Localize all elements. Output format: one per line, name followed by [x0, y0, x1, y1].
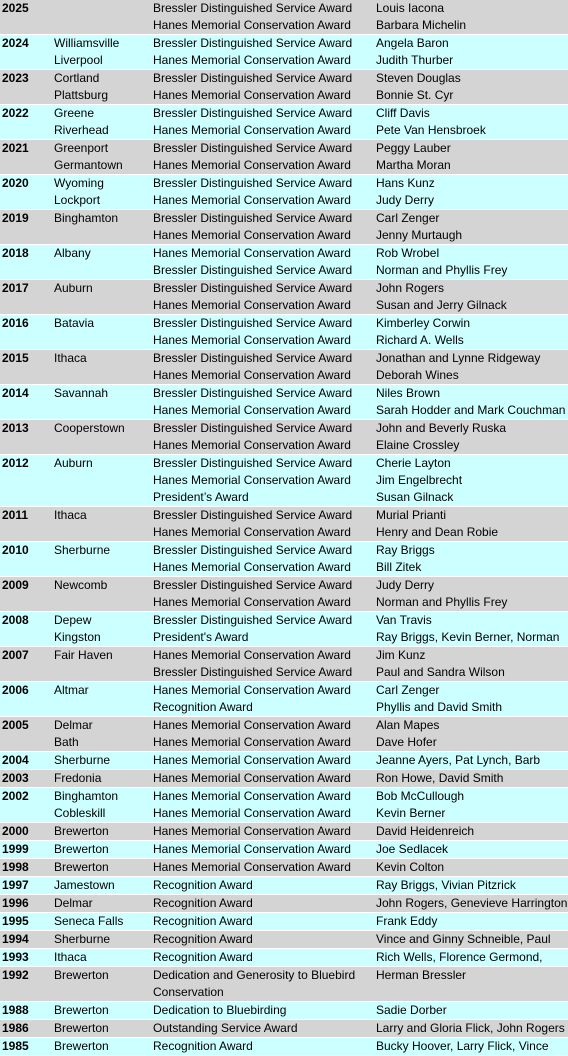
table-row [0, 805, 568, 822]
recipient-cell: Kevin Berner [376, 806, 446, 820]
table-row [0, 895, 568, 912]
recipient-cell: Jenny Murtaugh [376, 228, 463, 242]
year-group-2005 [0, 717, 568, 752]
year-cell: 1999 [2, 842, 29, 856]
year-cell: 2010 [2, 543, 29, 557]
year-cell: 1998 [2, 860, 29, 874]
location-cell: Jamestown [54, 878, 115, 892]
recipient-cell: Phyllis and David Smith [376, 700, 503, 714]
table-row [0, 559, 568, 576]
year-cell: 1994 [2, 932, 29, 946]
location-cell: Seneca Falls [54, 914, 124, 928]
table-row [0, 175, 568, 192]
location-cell: Sherburne [54, 753, 111, 767]
recipient-cell: David Heidenreich [376, 824, 475, 838]
table-row [0, 967, 568, 984]
location-cell: Fredonia [54, 771, 102, 785]
award-cell: Hanes Memorial Conservation Award [153, 193, 351, 207]
recipient-cell: Norman and Phyllis Frey [376, 263, 508, 277]
location-cell: Auburn [54, 456, 93, 470]
award-cell: Hanes Memorial Conservation Award [153, 683, 351, 697]
location-cell: Binghamton [54, 789, 119, 803]
award-cell: Bressler Distinguished Service Award [153, 613, 353, 627]
table-row [0, 262, 568, 279]
recipient-cell: Jonathan and Lynne Ridgeway [376, 351, 541, 365]
recipient-cell: John and Beverly Ruska [376, 421, 507, 435]
year-group-2012 [0, 455, 568, 507]
award-cell: Hanes Memorial Conservation Award [153, 735, 351, 749]
recipient-cell: Angela Baron [376, 36, 449, 50]
table-row [0, 245, 568, 262]
table-row [0, 87, 568, 104]
year-cell: 2006 [2, 683, 29, 697]
recipient-cell: Judy Derry [376, 193, 435, 207]
year-group-2011 [0, 507, 568, 542]
table-row [0, 984, 568, 1001]
recipient-cell: Herman Bressler [376, 968, 467, 982]
year-group-1998 [0, 859, 568, 877]
year-group-2010 [0, 542, 568, 577]
table-row [0, 472, 568, 489]
location-cell: Kingston [54, 630, 101, 644]
recipient-cell: Niles Brown [376, 386, 441, 400]
location-cell: Newcomb [54, 578, 108, 592]
award-cell: Recognition Award [153, 950, 253, 964]
recipient-cell: Ray Briggs, Vivian Pitzrick [376, 878, 516, 892]
location-cell: Lockport [54, 193, 101, 207]
table-row [0, 823, 568, 840]
location-cell: Brewerton [54, 860, 109, 874]
year-group-1997 [0, 877, 568, 895]
location-cell: Plattsburg [54, 88, 109, 102]
year-cell: 2004 [2, 753, 29, 767]
recipient-cell: Sarah Hodder and Mark Couchman [376, 403, 566, 417]
table-row [0, 210, 568, 227]
year-cell: 1997 [2, 878, 29, 892]
year-group-2015 [0, 350, 568, 385]
table-row [0, 647, 568, 664]
award-cell: Bressler Distinguished Service Award [153, 263, 353, 277]
award-cell: Bressler Distinguished Service Award [153, 386, 353, 400]
table-row [0, 192, 568, 209]
location-cell: Ithaca [54, 950, 87, 964]
table-row [0, 913, 568, 930]
location-cell: Fair Haven [54, 648, 113, 662]
award-cell: Hanes Memorial Conservation Award [153, 228, 351, 242]
location-cell: Sherburne [54, 543, 111, 557]
table-row [0, 402, 568, 419]
location-cell: Brewerton [54, 1003, 109, 1017]
table-row [0, 1020, 568, 1037]
table-row [0, 0, 568, 17]
table-row [0, 507, 568, 524]
year-group-2008 [0, 612, 568, 647]
award-cell: Bressler Distinguished Service Award [153, 578, 353, 592]
year-group-1996 [0, 895, 568, 913]
location-cell: Depew [54, 613, 92, 627]
location-cell: Ithaca [54, 508, 87, 522]
recipient-cell: John Rogers, Genevieve Harrington [376, 896, 568, 910]
year-group-1992 [0, 967, 568, 1002]
award-cell: Outstanding Service Award [153, 1021, 298, 1035]
table-row [0, 1002, 568, 1019]
recipient-cell: Larry and Gloria Flick, John Rogers [376, 1021, 565, 1035]
award-cell: Hanes Memorial Conservation Award [153, 298, 351, 312]
recipient-cell: Ray Briggs, Kevin Berner, Norman [376, 630, 560, 644]
award-cell: Bressler Distinguished Service Award [153, 36, 353, 50]
award-cell: Hanes Memorial Conservation Award [153, 753, 351, 767]
table-row [0, 612, 568, 629]
award-cell: Bressler Distinguished Service Award [153, 71, 353, 85]
year-cell: 1985 [2, 1039, 29, 1053]
year-cell: 1988 [2, 1003, 29, 1017]
location-cell: Wyoming [54, 176, 104, 190]
award-cell: Bressler Distinguished Service Award [153, 211, 353, 225]
award-cell: Hanes Memorial Conservation Award [153, 824, 351, 838]
year-group-1986 [0, 1020, 568, 1038]
award-cell: Conservation [153, 985, 224, 999]
recipient-cell: Barbara Michelin [376, 18, 467, 32]
table-row [0, 350, 568, 367]
year-group-1993 [0, 949, 568, 967]
table-row [0, 140, 568, 157]
table-row [0, 734, 568, 751]
recipient-cell: Kevin Colton [376, 860, 445, 874]
award-cell: Bressler Distinguished Service Award [153, 281, 353, 295]
recipient-cell: Sadie Dorber [376, 1003, 447, 1017]
award-cell: Bressler Distinguished Service Award [153, 141, 353, 155]
award-cell: Bressler Distinguished Service Award [153, 351, 353, 365]
location-cell: Brewerton [54, 842, 109, 856]
year-cell: 2012 [2, 456, 29, 470]
location-cell: Liverpool [54, 53, 103, 67]
table-row [0, 542, 568, 559]
year-cell: 2011 [2, 508, 29, 522]
year-cell: 1986 [2, 1021, 29, 1035]
recipient-cell: Cherie Layton [376, 456, 451, 470]
year-cell: 2019 [2, 211, 29, 225]
table-row [0, 70, 568, 87]
recipient-cell: Van Travis [376, 613, 432, 627]
recipient-cell: Rich Wells, Florence Germond, [376, 950, 543, 964]
table-row [0, 931, 568, 948]
table-row [0, 122, 568, 139]
table-row [0, 717, 568, 734]
year-group-2018 [0, 245, 568, 280]
year-group-2019 [0, 210, 568, 245]
award-cell: Hanes Memorial Conservation Award [153, 473, 351, 487]
recipient-cell: Jim Engelbrecht [376, 473, 463, 487]
recipient-cell: Henry and Dean Robie [376, 525, 499, 539]
table-row [0, 949, 568, 966]
recipient-cell: Susan and Jerry Gilnack [376, 298, 507, 312]
table-row [0, 385, 568, 402]
location-cell: Delmar [54, 718, 93, 732]
location-cell: Savannah [54, 386, 109, 400]
location-cell: Brewerton [54, 968, 109, 982]
location-cell: Binghamton [54, 211, 119, 225]
award-cell: Bressler Distinguished Service Award [153, 456, 353, 470]
recipient-cell: Ron Howe, David Smith [376, 771, 504, 785]
award-cell: Hanes Memorial Conservation Award [153, 806, 351, 820]
location-cell: Brewerton [54, 1039, 109, 1053]
award-cell: Dedication and Generosity to Bluebird [153, 968, 356, 982]
year-cell: 2024 [2, 36, 29, 50]
location-cell: Germantown [54, 158, 123, 172]
table-row [0, 105, 568, 122]
recipient-cell: Judith Thurber [376, 53, 454, 67]
award-cell: Hanes Memorial Conservation Award [153, 842, 351, 856]
recipient-cell: Alan Mapes [376, 718, 440, 732]
recipient-cell: Hans Kunz [376, 176, 435, 190]
year-group-2006 [0, 682, 568, 717]
year-group-1999 [0, 841, 568, 859]
table-row [0, 315, 568, 332]
location-cell: Brewerton [54, 1021, 109, 1035]
year-cell: 2015 [2, 351, 29, 365]
year-cell: 2007 [2, 648, 29, 662]
year-cell: 2013 [2, 421, 29, 435]
recipient-cell: Dave Hofer [376, 735, 437, 749]
recipient-cell: Ray Briggs [376, 543, 435, 557]
recipient-cell: Norman and Phyllis Frey [376, 595, 508, 609]
location-cell: Greene [54, 106, 95, 120]
recipient-cell: Bill Zitek [376, 560, 422, 574]
year-cell: 2008 [2, 613, 29, 627]
year-cell: 2000 [2, 824, 29, 838]
recipient-cell: Deborah Wines [376, 368, 459, 382]
award-cell: Dedication to Bluebirding [153, 1003, 287, 1017]
location-cell: Williamsville [54, 36, 120, 50]
award-cell: Recognition Award [153, 878, 253, 892]
year-group-2016 [0, 315, 568, 350]
recipient-cell: Richard A. Wells [376, 333, 464, 347]
year-cell: 2021 [2, 141, 29, 155]
award-cell: Bressler Distinguished Service Award [153, 316, 353, 330]
location-cell: Batavia [54, 316, 95, 330]
location-cell: Auburn [54, 281, 93, 295]
year-cell: 2020 [2, 176, 29, 190]
table-row [0, 332, 568, 349]
table-row [0, 1038, 568, 1055]
award-cell: Recognition Award [153, 1039, 253, 1053]
year-cell: 2023 [2, 71, 29, 85]
award-cell: Hanes Memorial Conservation Award [153, 648, 351, 662]
recipient-cell: Jim Kunz [376, 648, 426, 662]
award-cell: Hanes Memorial Conservation Award [153, 525, 351, 539]
recipient-cell: Peggy Lauber [376, 141, 451, 155]
location-cell: Cooperstown [54, 421, 125, 435]
table-row [0, 157, 568, 174]
award-cell: Hanes Memorial Conservation Award [153, 718, 351, 732]
award-cell: Recognition Award [153, 700, 253, 714]
table-row [0, 367, 568, 384]
recipient-cell: Bucky Hoover, Larry Flick, Vince [376, 1039, 549, 1053]
award-cell: Hanes Memorial Conservation Award [153, 860, 351, 874]
year-cell: 2025 [2, 1, 29, 15]
year-group-2009 [0, 577, 568, 612]
year-group-2020 [0, 175, 568, 210]
table-row [0, 594, 568, 611]
award-cell: Hanes Memorial Conservation Award [153, 333, 351, 347]
location-cell: Bath [54, 735, 79, 749]
recipient-cell: Bonnie St. Cyr [376, 88, 454, 102]
year-cell: 2014 [2, 386, 29, 400]
year-group-2017 [0, 280, 568, 315]
year-cell: 2002 [2, 789, 29, 803]
table-row [0, 227, 568, 244]
recipient-cell: John Rogers [376, 281, 445, 295]
award-cell: Hanes Memorial Conservation Award [153, 53, 351, 67]
year-group-2014 [0, 385, 568, 420]
recipient-cell: Vince and Ginny Schneible, Paul [376, 932, 551, 946]
award-cell: Hanes Memorial Conservation Award [153, 403, 351, 417]
recipient-cell: Louis Iacona [376, 1, 445, 15]
year-group-2004 [0, 752, 568, 770]
recipient-cell: Elaine Crossley [376, 438, 460, 452]
award-cell: Recognition Award [153, 896, 253, 910]
year-group-2023 [0, 70, 568, 105]
location-cell: Albany [54, 246, 91, 260]
award-cell: Bressler Distinguished Service Award [153, 665, 353, 679]
recipient-cell: Martha Moran [376, 158, 451, 172]
year-group-2007 [0, 647, 568, 682]
table-row [0, 629, 568, 646]
table-row [0, 877, 568, 894]
year-group-1995 [0, 913, 568, 931]
table-row [0, 859, 568, 876]
year-cell: 1992 [2, 968, 29, 982]
table-row [0, 437, 568, 454]
recipient-cell: Carl Zenger [376, 211, 440, 225]
award-cell: Recognition Award [153, 932, 253, 946]
year-group-2002 [0, 788, 568, 823]
location-cell: Ithaca [54, 351, 87, 365]
award-cell: Recognition Award [153, 914, 253, 928]
year-cell: 2016 [2, 316, 29, 330]
table-row [0, 35, 568, 52]
award-cell: Hanes Memorial Conservation Award [153, 18, 351, 32]
recipient-cell: Bob McCullough [376, 789, 465, 803]
location-cell: Cobleskill [54, 806, 106, 820]
table-row [0, 841, 568, 858]
year-cell: 2005 [2, 718, 29, 732]
award-cell: Bressler Distinguished Service Award [153, 421, 353, 435]
table-row [0, 297, 568, 314]
year-cell: 2017 [2, 281, 29, 295]
year-group-1988 [0, 1002, 568, 1020]
recipient-cell: Pete Van Hensbroek [376, 123, 486, 137]
table-row [0, 524, 568, 541]
location-cell: Delmar [54, 896, 93, 910]
table-row [0, 455, 568, 472]
year-group-2013 [0, 420, 568, 455]
location-cell: Riverhead [54, 123, 109, 137]
table-row [0, 788, 568, 805]
table-row [0, 489, 568, 506]
recipient-cell: Steven Douglas [376, 71, 461, 85]
year-group-2024 [0, 35, 568, 70]
recipient-cell: Jeanne Ayers, Pat Lynch, Barb [376, 753, 541, 767]
table-row [0, 280, 568, 297]
location-cell: Brewerton [54, 824, 109, 838]
year-group-2025 [0, 0, 568, 35]
table-row [0, 770, 568, 787]
recipient-cell: Susan Gilnack [376, 490, 454, 504]
award-cell: Bressler Distinguished Service Award [153, 543, 353, 557]
recipient-cell: Paul and Sandra Wilson [376, 665, 505, 679]
year-cell: 1993 [2, 950, 29, 964]
award-cell: President’s Award [153, 490, 249, 504]
location-cell: Cortland [54, 71, 100, 85]
table-row [0, 682, 568, 699]
year-group-1994 [0, 931, 568, 949]
location-cell: Sherburne [54, 932, 111, 946]
award-cell: Bressler Distinguished Service Award [153, 508, 353, 522]
year-cell: 1995 [2, 914, 29, 928]
recipient-cell: Carl Zenger [376, 683, 440, 697]
year-group-2021 [0, 140, 568, 175]
award-cell: Bressler Distinguished Service Award [153, 1, 353, 15]
table-row [0, 664, 568, 681]
award-cell: Hanes Memorial Conservation Award [153, 560, 351, 574]
year-group-1985 [0, 1038, 568, 1056]
award-cell: Bressler Distinguished Service Award [153, 176, 353, 190]
award-cell: Hanes Memorial Conservation Award [153, 771, 351, 785]
table-row [0, 699, 568, 716]
year-cell: 1996 [2, 896, 29, 910]
recipient-cell: Murial Prianti [376, 508, 447, 522]
table-row [0, 577, 568, 594]
recipient-cell: Frank Eddy [376, 914, 438, 928]
table-row [0, 752, 568, 769]
year-group-2022 [0, 105, 568, 140]
award-cell: Hanes Memorial Conservation Award [153, 158, 351, 172]
year-group-2000 [0, 823, 568, 841]
location-cell: Altmar [54, 683, 89, 697]
table-row [0, 52, 568, 69]
recipient-cell: Cliff Davis [376, 106, 430, 120]
award-cell: Hanes Memorial Conservation Award [153, 123, 351, 137]
award-cell: President's Award [153, 630, 249, 644]
recipient-cell: Rob Wrobel [376, 246, 440, 260]
award-cell: Hanes Memorial Conservation Award [153, 438, 351, 452]
recipient-cell: Joe Sedlacek [376, 842, 449, 856]
year-cell: 2022 [2, 106, 29, 120]
award-cell: Bressler Distinguished Service Award [153, 106, 353, 120]
award-cell: Hanes Memorial Conservation Award [153, 246, 351, 260]
year-cell: 2009 [2, 578, 29, 592]
award-cell: Hanes Memorial Conservation Award [153, 368, 351, 382]
year-cell: 2003 [2, 771, 29, 785]
year-group-2003 [0, 770, 568, 788]
award-cell: Hanes Memorial Conservation Award [153, 595, 351, 609]
award-cell: Hanes Memorial Conservation Award [153, 88, 351, 102]
year-cell: 2018 [2, 246, 29, 260]
recipient-cell: Judy Derry [376, 578, 435, 592]
award-cell: Hanes Memorial Conservation Award [153, 789, 351, 803]
table-row [0, 17, 568, 34]
location-cell: Greenport [54, 141, 109, 155]
table-row [0, 420, 568, 437]
recipient-cell: Kimberley Corwin [376, 316, 471, 330]
